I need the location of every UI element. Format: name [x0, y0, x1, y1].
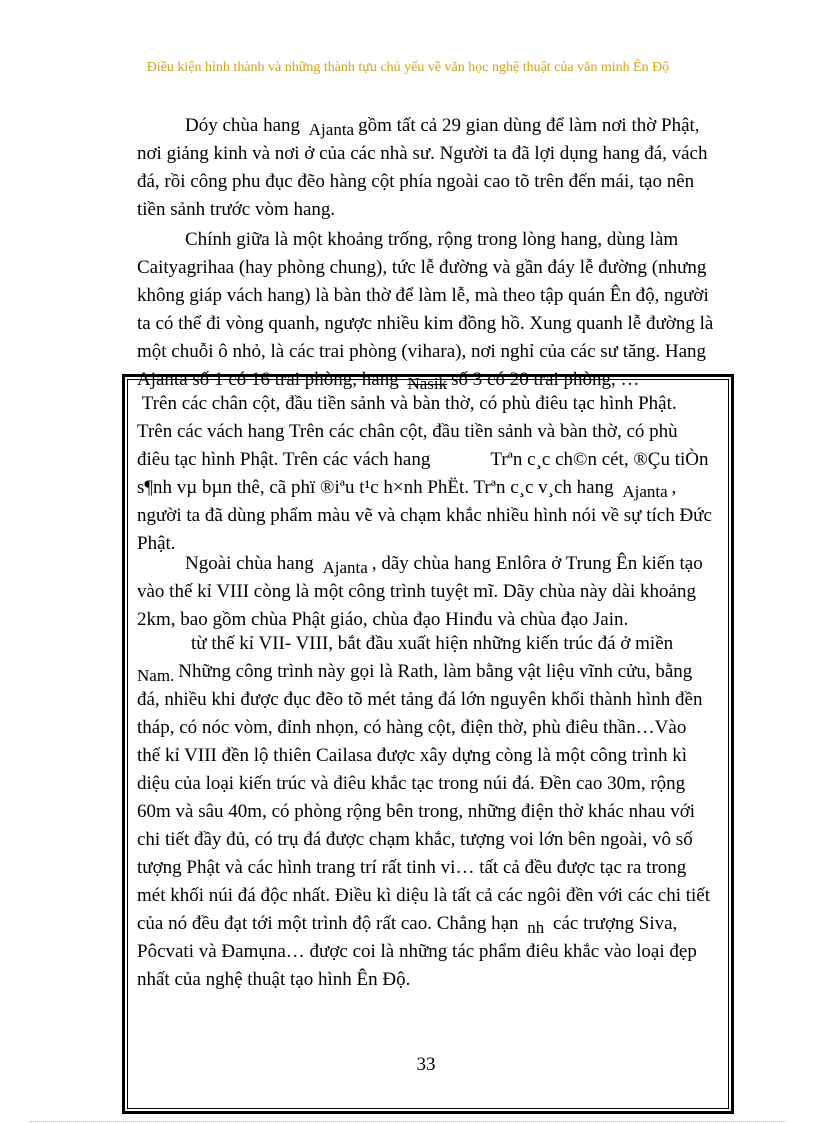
text-line: điêu tạc hình Phật. Trên các vách hang Trªn c¸c ch©n cét, ®Çu tiÒn: [137, 449, 709, 470]
paragraph-3: [137, 390, 719, 558]
text-line: chi tiết đầy đủ, có trụ đá được chạm khắc, tượng voi lớn bên ngoài, vô số: [137, 829, 693, 850]
text-line: Trên các chân cột, đầu tiền sảnh và bàn thờ, có phù điêu tạc hình Phật.: [141, 393, 677, 414]
text-line: tượng Phật và các hình trang trí rất tinh vi… tất cả đều được tạc ra trong: [137, 857, 687, 878]
text-line: tháp, có nóc vòm, đỉnh nhọn, có hàng cột, điện thờ, phù điêu thần…Vào: [137, 717, 687, 738]
text-line: 2km, bao gồm chùa Phật giáo, chùa đạo Hinđu và chùa đạo Jain.: [137, 609, 629, 630]
text-line: ta có thể đi vòng quanh, ngược nhiều kim đồng hồ. Xung quanh lễ đường là: [137, 313, 714, 334]
text-line: vào thế kỉ VIII còng là một công trình tuyệt mĩ. Dãy chùa này dài khoảng: [137, 581, 696, 602]
text-line: Dóy chùa hang Ajanta gồm tất cả 29 gian dùng để làm nơi thờ Phật,: [185, 115, 700, 139]
paragraph-2: [137, 226, 719, 394]
text-line: Nam. Những công trình này gọi là Rath, làm bằng vật liệu vĩnh cửu, bằng: [137, 661, 693, 685]
text-line: mét khối núi đá độc nhất. Điều kì diệu là tất cả các ngôi đền với các chi tiết: [137, 885, 710, 906]
text-line: Ngoài chùa hang Ajanta , dãy chùa hang Enlôra ở Trung Ên kiến tạo: [185, 553, 703, 577]
text-line: đá, nhiều khi được đục đẽo tõ mét tảng đá lớn nguyên khối thành hình đền: [137, 689, 703, 710]
text-line: từ thế kỉ VII- VIII, bắt đầu xuất hiện những kiến trúc đá ở miền: [191, 633, 674, 654]
text-line: Trên các vách hang Trên các chân cột, đầu tiền sảnh và bàn thờ, có phù: [137, 421, 678, 442]
text-line: Ajanta số 1 có 16 trai phòng, hang Nasik số 3 có 20 trai phòng, …: [137, 369, 640, 393]
text-line: Chính giữa là một khoảng trống, rộng trong lòng hang, dùng làm: [185, 229, 679, 250]
page-number: 33: [416, 1054, 436, 1075]
text-line: không giáp vách hang) là bàn thờ để làm lễ, mà theo tập quán Ên độ, người: [137, 285, 709, 306]
paragraph-1: [137, 112, 719, 224]
text-line: Phật.: [137, 533, 176, 554]
paragraph-5: [137, 630, 719, 994]
text-line: Pôcvati và Đamụna… được coi là những tác phẩm điêu khắc vào loại đẹp: [137, 941, 697, 962]
bottom-dotted-rule: [30, 1121, 786, 1122]
text-line: 60m và sâu 40m, có phòng rộng bên trong, những điện thờ khác nhau với: [137, 801, 696, 822]
text-line: thế kỉ VIII đền lộ thiên Cailasa được xây dựng còng là một công trình kì: [137, 745, 688, 766]
text-line: người ta đã dùng phẩm màu vẽ và chạm khắc nhiều hình nói về sự tích Đức: [137, 505, 712, 526]
text-line: một chuỗi ô nhỏ, là các trai phòng (vihara), nơi nghỉ của các sư tăng. Hang: [137, 341, 707, 362]
text-line: nơi giảng kinh và nơi ở của các nhà sư. Người ta đã lợi dụng hang đá, vách: [137, 143, 708, 164]
text-line: s¶nh vµ bµn thê, cã phï ®iªu t¹c h×nh PhËt. Trªn c¸c v¸ch hang Ajanta ,: [137, 477, 677, 501]
text-line: đá, rồi công phu đục đẽo hàng cột phía ngoài cao tõ trên đến mái, tạo nên: [137, 171, 695, 192]
paragraph-4: [137, 550, 719, 634]
text-line: nhất của nghệ thuật tạo hình Ên Độ.: [137, 969, 411, 990]
text-line: diệu của loại kiến trúc và điêu khắc tạc trong núi đá. Đền cao 30m, rộng: [137, 773, 686, 794]
text-line: Caityagrihaa (hay phòng chung), tức lễ đường và gần đáy lễ đường (nhưng: [137, 257, 707, 278]
text-line: tiền sảnh trước vòm hang.: [137, 199, 336, 220]
running-header: Điều kiện hình thành và những thành tựu chủ yếu về văn học nghệ thuật của văn minh Ên Độ: [146, 60, 670, 75]
text-line: của nó đều đạt tới một trình độ rất cao. Chẳng hạn nh các trượng Siva,: [137, 913, 678, 937]
